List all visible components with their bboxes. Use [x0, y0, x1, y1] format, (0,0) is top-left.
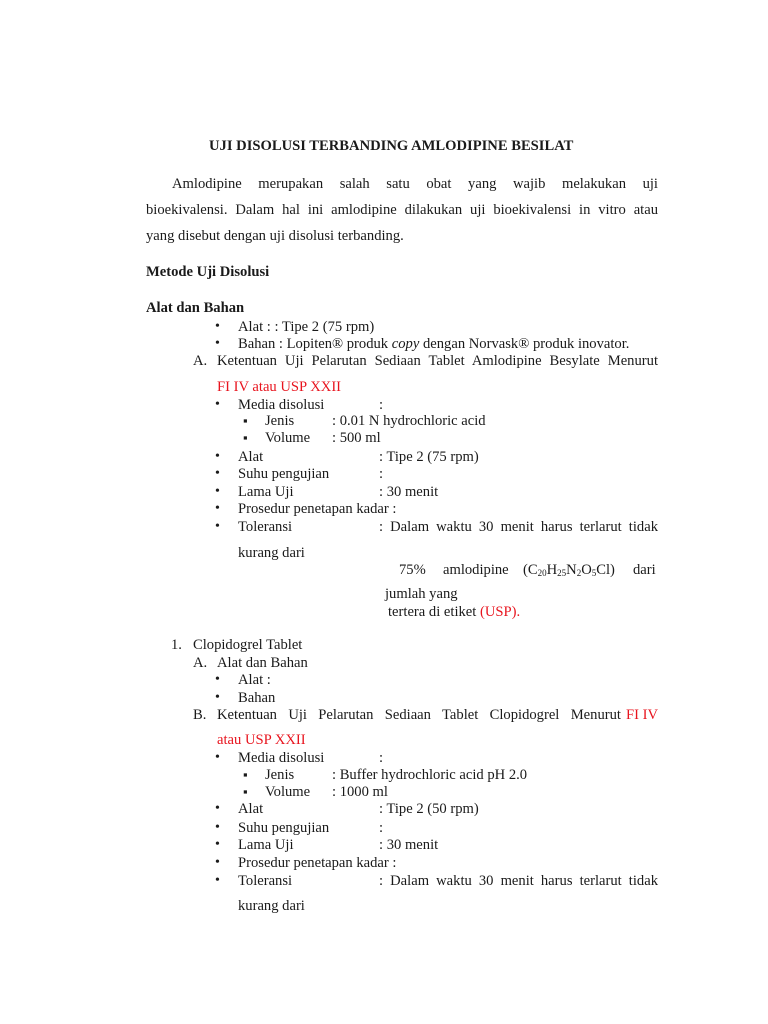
section-1b-line-2: atau USP XXII — [217, 732, 306, 748]
a-jenis-value: : 0.01 N hydrochloric acid — [332, 413, 486, 429]
section-1a-bahan: • Bahan — [238, 691, 275, 706]
a-tol-tertera: tertera di etiket (USP). — [388, 604, 521, 620]
a-media-value: : — [379, 397, 384, 413]
a-volume-label: ▪ Volume — [265, 431, 310, 446]
section-1b-marker: B. — [193, 707, 207, 723]
a-tol-formula: $(C_{20}H_{25}N_2O_5Cl)$ — [523, 562, 615, 578]
b-volume-label: ▪ Volume — [265, 785, 310, 800]
b-media-label: • Media disolusi — [238, 751, 324, 766]
a-alat-label: • Alat — [238, 450, 263, 465]
a-suhu-label: • Suhu pengujian — [238, 467, 329, 482]
b-suhu-label: • Suhu pengujian — [238, 821, 329, 836]
a-toleransi-line-2: kurang dari — [238, 545, 305, 561]
a-tol-dari: dari — [633, 562, 656, 578]
section-1-label: Clopidogrel Tablet — [193, 637, 303, 653]
a-tol-pct: 75% — [399, 562, 426, 578]
b-media-value: : — [379, 750, 384, 766]
intro-line-3: yang disebut dengan uji disolusi terbanding. — [146, 228, 404, 244]
b-toleransi-value: : Dalam waktu 30 menit harus terlarut tidak — [379, 873, 658, 889]
a-lama-label: • Lama Uji — [238, 485, 294, 500]
bahan-item: • Bahan : Lopiten® produk copy dengan Norvask® produk inovator. — [238, 337, 629, 352]
b-jenis-label: ▪ Jenis — [265, 768, 294, 783]
b-jenis-value: : Buffer hydrochloric acid pH 2.0 — [332, 767, 528, 783]
section-1a-marker: A. — [193, 655, 208, 671]
intro-line-2: bioekivalensi. Dalam hal ini amlodipine dilakukan uji bioekivalensi in vitro atau — [146, 202, 658, 218]
b-toleransi-line-2: kurang dari — [238, 898, 305, 914]
b-lama-value: : 30 menit — [379, 837, 439, 853]
document-title: UJI DISOLUSI TERBANDING AMLODIPINE BESILAT — [209, 138, 574, 154]
section-1b-line-1: Ketentuan Uji Pelarutan Sediaan Tablet Clopidogrel Menurut FI IV — [217, 707, 658, 723]
b-toleransi-label: • Toleransi — [238, 874, 292, 889]
a-tol-jumlah: jumlah yang — [385, 586, 458, 602]
b-volume-value: : 1000 ml — [332, 784, 388, 800]
section-1a-alat: • Alat : — [238, 673, 271, 688]
a-alat-value: : Tipe 2 (75 rpm) — [379, 449, 479, 465]
section-a-line-2: FI IV atau USP XXII — [217, 379, 342, 395]
alat-item: • Alat : : Tipe 2 (75 rpm) — [238, 320, 374, 335]
a-toleransi-value: : Dalam waktu 30 menit harus terlarut tidak — [379, 519, 658, 535]
a-jenis-label: ▪ Jenis — [265, 414, 294, 429]
a-prosedur-label: • Prosedur penetapan kadar : — [238, 502, 396, 517]
section-a-marker: A. — [193, 353, 208, 369]
section-a-line-1: Ketentuan Uji Pelarutan Sediaan Tablet Amlodipine Besylate Menurut — [217, 353, 658, 369]
a-media-label: • Media disolusi — [238, 398, 324, 413]
a-tol-amlodipine: amlodipine — [443, 562, 509, 578]
a-volume-value: : 500 ml — [332, 430, 381, 446]
a-lama-value: : 30 menit — [379, 484, 439, 500]
heading-metode: Metode Uji Disolusi — [146, 264, 270, 280]
section-1a-label: Alat dan Bahan — [217, 655, 308, 671]
b-suhu-value: : — [379, 820, 384, 836]
a-toleransi-label: • Toleransi — [238, 520, 292, 535]
b-alat-value: : Tipe 2 (50 rpm) — [379, 801, 479, 817]
section-1-marker: 1. — [171, 637, 182, 653]
a-suhu-value: : — [379, 466, 384, 482]
intro-line-1: Amlodipine merupakan salah satu obat yang wajib melakukan uji — [172, 176, 658, 192]
b-prosedur-label: • Prosedur penetapan kadar : — [238, 856, 396, 871]
heading-alat-bahan: Alat dan Bahan — [146, 300, 245, 316]
b-lama-label: • Lama Uji — [238, 838, 294, 853]
b-alat-label: • Alat — [238, 802, 263, 817]
